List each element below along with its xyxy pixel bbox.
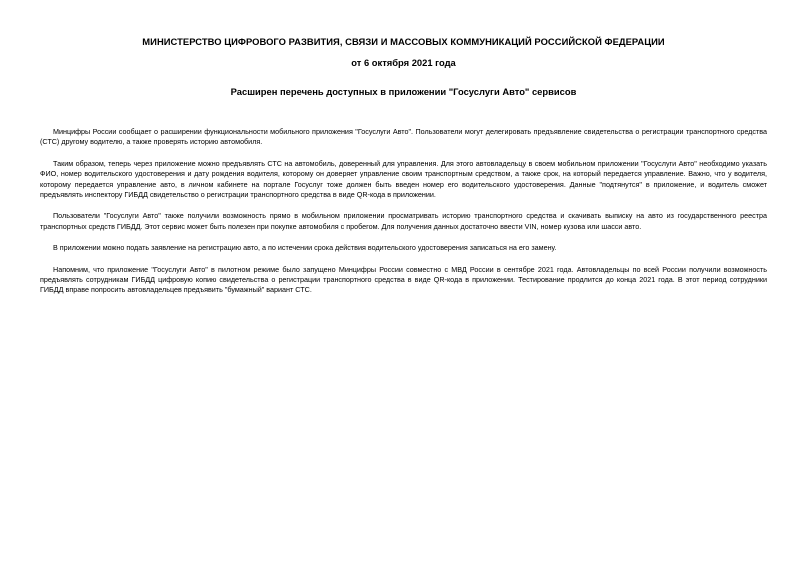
paragraph: Напомним, что приложение "Госуслуги Авто" в пилотном режиме было запущено Минцифры России совместно с МВД России в сентябре 2021 года. Автовладельцы по всей России получили возможность предъявлять сотрудникам ГИБДД цифровую копию свидетельства о регистрации транспортного средства в виде QR-кода в приложении. Тестирование продлится до конца 2021 года. В этот период сотрудники ГИБДД вправе попросить автовладельцев предъявить "бумажный" вариант СТС. bbox=[40, 264, 767, 295]
document-body bbox=[40, 127, 767, 307]
paragraph: В приложении можно подать заявление на регистрацию авто, а по истечении срока действия водительского удостоверения записаться на его замену. bbox=[53, 243, 557, 253]
ministry-heading: МИНИСТЕРСТВО ЦИФРОВОГО РАЗВИТИЯ, СВЯЗИ И МАССОВЫХ КОММУНИКАЦИЙ РОССИЙСКОЙ ФЕДЕРАЦИИ bbox=[142, 36, 665, 47]
paragraph: Таким образом, теперь через приложение можно предъявлять СТС на автомобиль, доверенный для управления. Для этого автовладельцу в своем мобильном приложении "Госуслуги Авто" необходимо указать ФИО, номер водительского удостоверения и дату рождения водителя, которому он доверяет управление своим транспортным средством, а также срок, на который передается управление. Важно, что у водителя, которому передается управление авто, в личном кабинете на портале Госуслуг тоже должен быть введен номер его водительского удостоверения. Данные "подтянутся" в приложение, и водитель сможет предъявлять инспектору ГИБДД свидетельство о регистрации транспортного средства в виде QR-кода в приложении. bbox=[40, 158, 767, 200]
document-title: Расширен перечень доступных в приложении "Госуслуги Авто" сервисов bbox=[230, 86, 577, 97]
document-page bbox=[40, 0, 767, 571]
paragraph: Пользователи "Госуслуги Авто" также получили возможность прямо в мобильном приложении просматривать историю транспортного средства и скачивать выписку на авто из государственного реестра транспортных средств ГИБДД. Этот сервис может быть полезен при покупке автомобиля с пробегом. Для получения данных достаточно ввести VIN, номер кузова или шасси авто. bbox=[40, 211, 767, 231]
paragraph: Минцифры России сообщает о расширении функциональности мобильного приложения "Госуслуги Авто". Пользователи могут делегировать предъявление свидетельства о регистрации транспортного средства (СТС) другому водителю, а также проверять историю автомобиля. bbox=[40, 127, 767, 147]
document-date: от 6 октября 2021 года bbox=[351, 57, 456, 68]
